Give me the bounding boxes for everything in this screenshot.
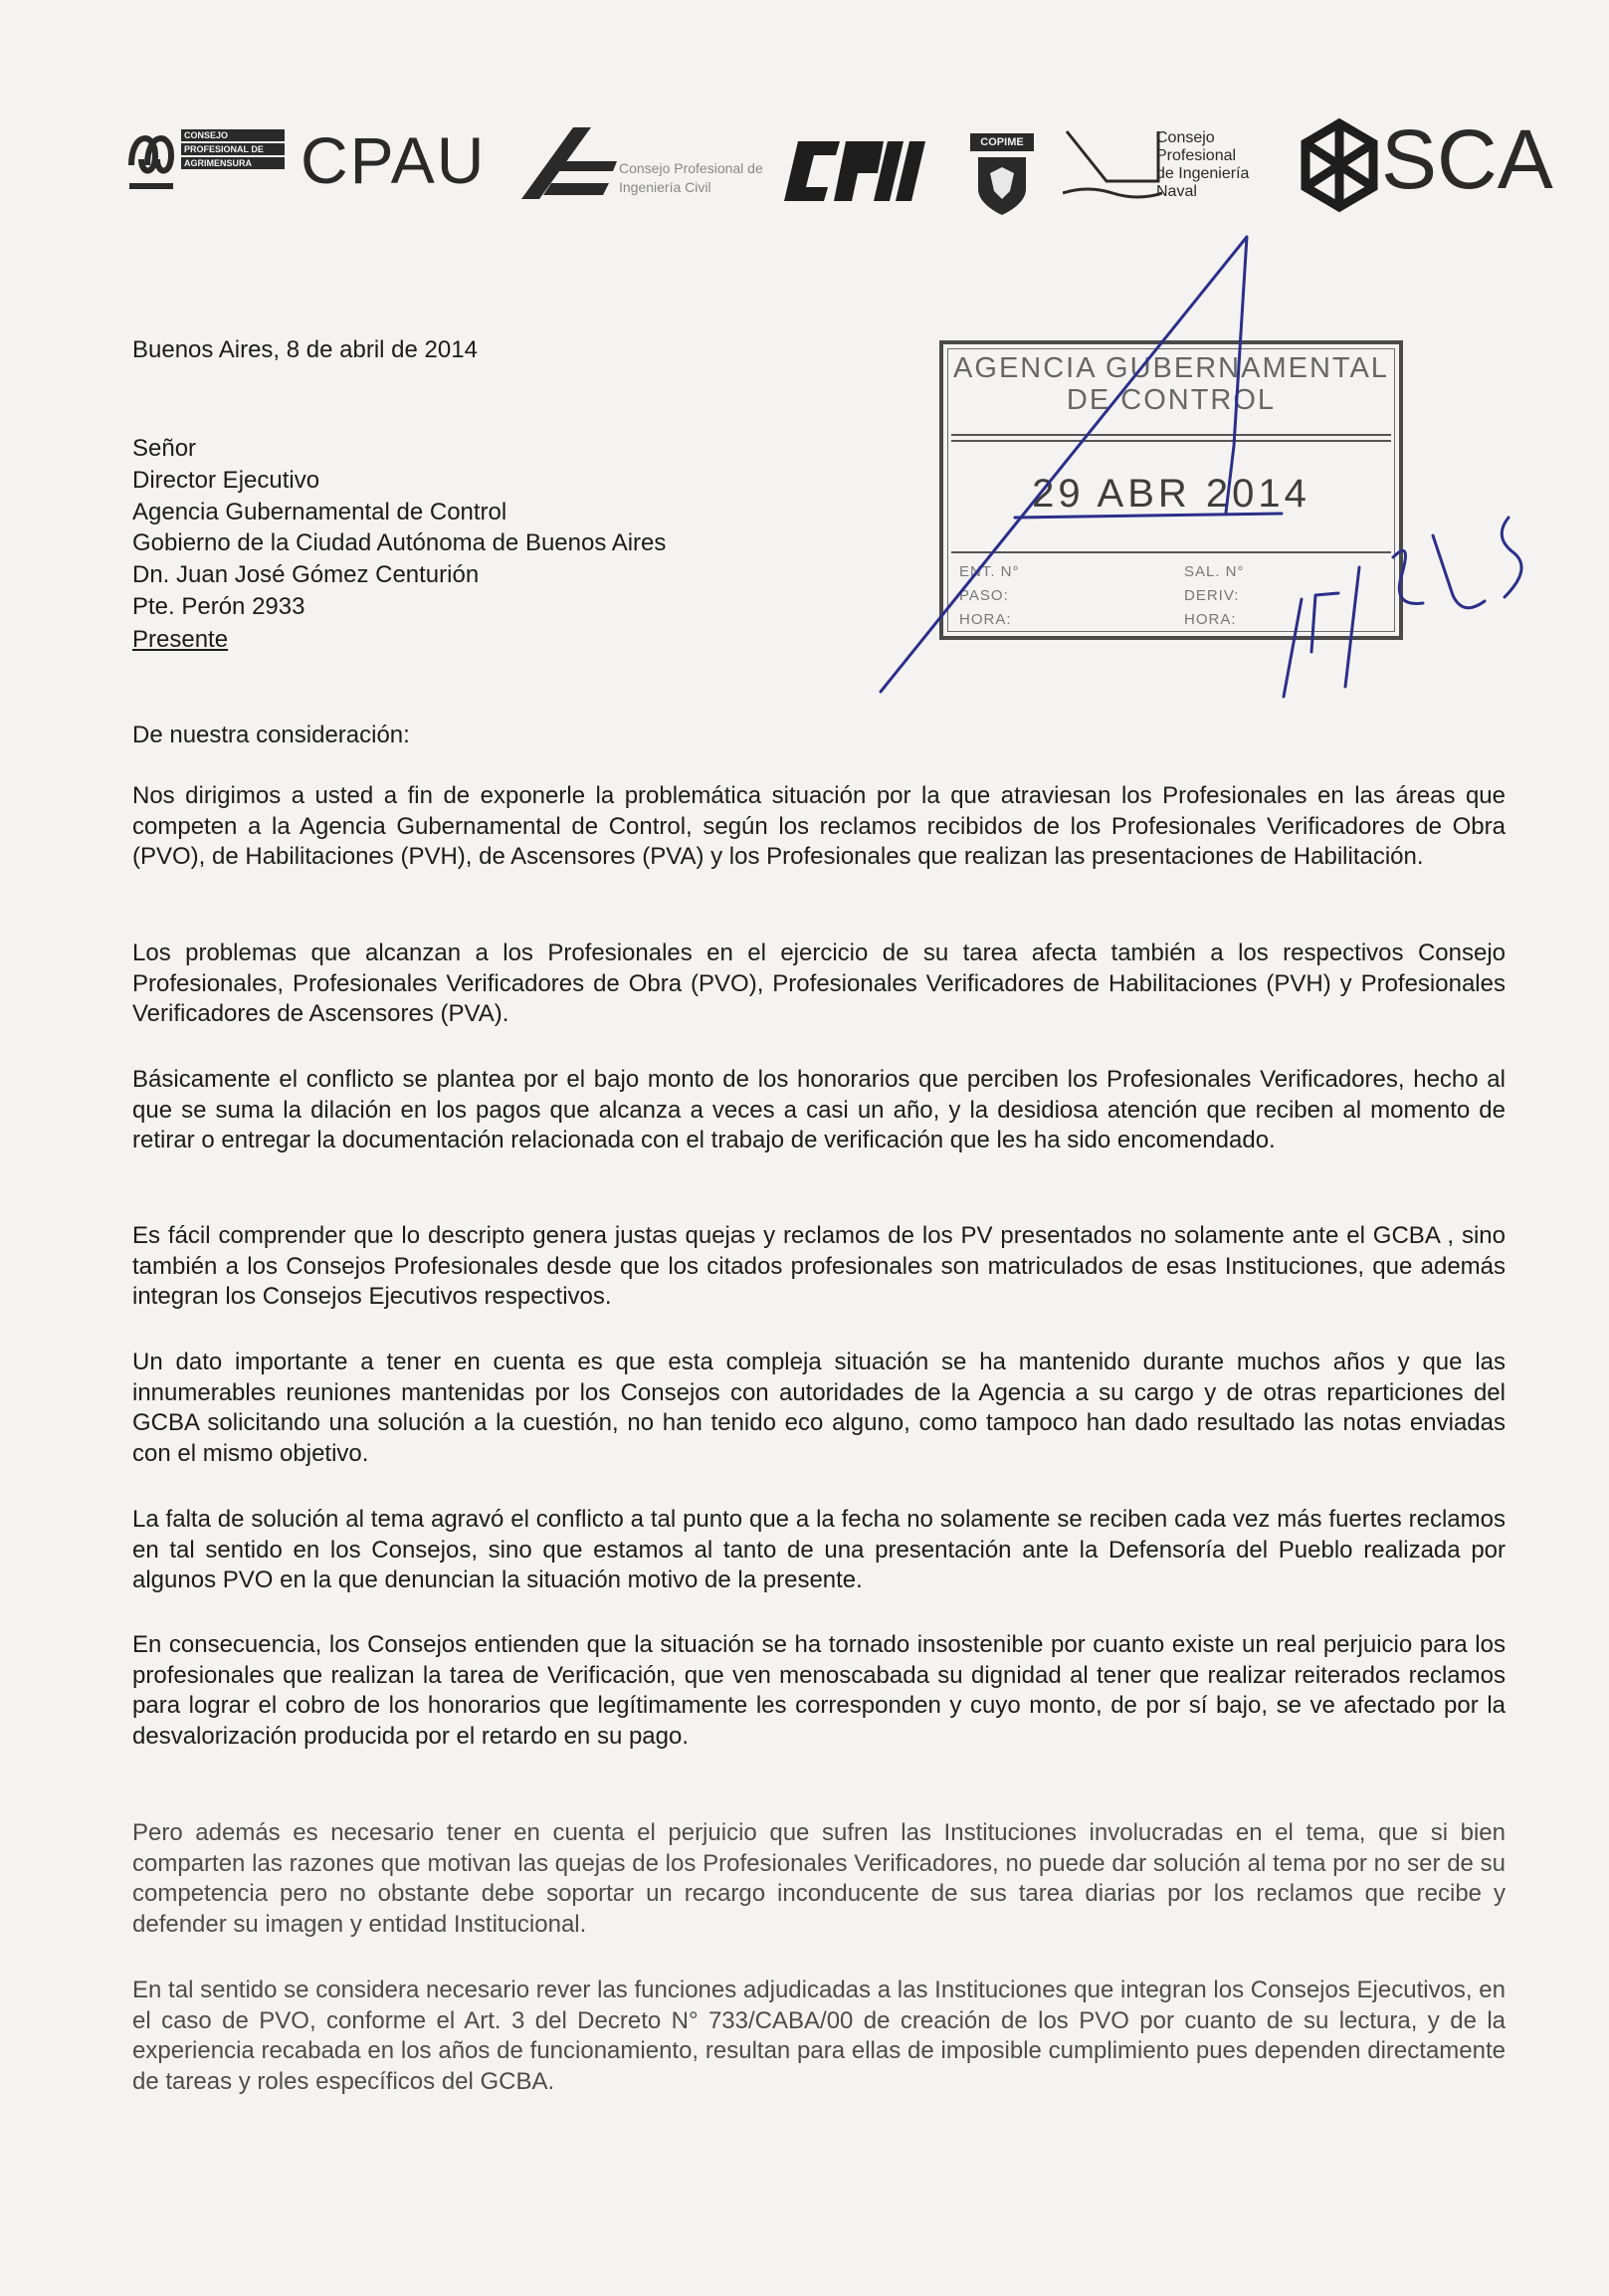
ink-large-stroke [881,237,1247,692]
naval-logo-line: Naval [1156,183,1197,200]
salutation: De nuestra consideración: [132,722,410,748]
recipient-line: Gobierno de la Ciudad Autónoma de Buenos Aires [132,529,667,556]
recipient-line: Señor [132,435,197,462]
presente-label: Presente [132,626,229,653]
paragraph: En consecuencia, los Consejos entienden que la situación se ha tornado insostenible por cuanto existe un real perjuicio para los profesionales que realizan la tarea de Verificación, que ven menoscabada su dignidad al tener que realizar reiterados reclamos para lograr el cobro de los honorarios que legítimamente les corresponden y cuyo monto, de por sí bajo, se ve afectado por la desvalorización producida por el retardo en su pago. [132,1631,1506,1750]
stamp-title-line: DE CONTROL [1066,384,1277,416]
paragraph: Básicamente el conflicto se plantea por el bajo monto de los honorarios que perciben los Profesionales Verificadores, hecho al que se suma la dilación en los pagos que alcanza a veces a casi un año, y la desidiosa atención que reciben al momento de retirar o entregar la documentación relacionada con el trabajo de verificación que les ha sido encomendado. [132,1066,1506,1153]
recipient-line: Dn. Juan José Gómez Centurión [132,561,480,588]
stamp-field: ENT. N° [959,563,1020,580]
ink-crossbar [1015,514,1282,518]
stamp-field: SAL. N° [1184,563,1245,580]
paragraph: La falta de solución al tema agravó el conflicto a tal punto que a la fecha no solamente se reciben cada vez más fuertes reclamos en tal sentido en los Consejos, sino que estamos al tanto de una presentación ante la Defensoría del Pueblo realizada por algunos PVO en la que denuncian la situación motivo de la presente. [132,1506,1506,1593]
paragraph: Pero además es necesario tener en cuenta el perjuicio que sufren las Instituciones involucradas en el tema, que si bien comparten las razones que motivan las quejas de los Profesionales Verificadores, no puede dar solución al tema por no ser de su competencia pero no obstante debe soportar un recargo inconducente de sus tarea diarias por los reclamos que recibe y defender su imagen y entidad Institucional. [132,1819,1506,1938]
stamp-field: PASO: [959,587,1009,604]
recipient-line: Agencia Gubernamental de Control [132,499,507,525]
agrimensura-logo-line: CONSEJO [181,129,285,141]
naval-logo-line: Profesional [1156,147,1237,164]
agrimensura-logo-line: PROFESIONAL DE [181,143,285,155]
ingenieria-civil-logo-text: Consejo Profesional de Ingeniería Civil [619,160,763,195]
stamp-title-line: AGENCIA GUBERNAMENTAL [953,352,1389,384]
naval-logo-line: de Ingeniería [1156,165,1250,182]
copime-caption: COPIME [970,133,1034,151]
recipient-line: Director Ejecutivo [132,467,320,494]
handwritten-time: 12.30 hs [1383,579,1427,590]
cpau-logo: CPAU [301,123,487,197]
agrimensura-logo-line: AGRIMENSURA [181,157,285,169]
paragraph: Los problemas que alcanzan a los Profesionales en el ejercicio de su tarea afecta también a los respectivos Consejo Profesionales, Profesionales Verificadores de Obra (PVO), Profesionales Verificadores de Habilitaciones (PVH) y Profesionales Verificadores de Ascensores (PVA). [132,939,1506,1027]
paragraph: Es fácil comprender que lo descripto genera justas quejas y reclamos de los PV presentados no solamente ante el GCBA , sino también a los Consejos Profesionales desde que los citados profesionales son matriculados de esas Instituciones, que además integran los Consejos Ejecutivos respectivos. [132,1222,1506,1310]
stamp-date: 29 ABR 2014 [1032,472,1310,516]
place-date: Buenos Aires, 8 de abril de 2014 [132,336,478,363]
ink-hs-signature [1284,518,1521,697]
paragraph: Un dato importante a tener en cuenta es que esta compleja situación se ha mantenido durante muchos años y que las innumerables reuniones mantenidas por los Consejos con autoridades de la Agencia a su cargo y de otras reparticiones del GCBA solicitando una solución a la cuestión, no han tenido eco alguno, como tampoco han dado resultado las notas enviadas con el mismo objetivo. [132,1349,1506,1467]
recipient-line: Pte. Perón 2933 [132,593,305,620]
naval-logo-line: Consejo [1156,129,1215,146]
paragraph: En tal sentido se considera necesario rever las funciones adjudicadas a las Instituciones que integran los Consejos Ejecutivos, en el caso de PVO, conforme el Art. 3 del Decreto N° 733/CABA/00 de creación de los PVO por cuanto de su lectura, y de la experiencia recabada en los años de funcionamiento, resultan para ellas de imposible cumplimiento pues dependen directamente de tareas y roles específicos del GCBA. [132,1977,1506,2095]
paragraph: Nos dirigimos a usted a fin de exponerle la problemática situación por la que atraviesan los Profesionales en las áreas que competen a la Agencia Gubernamental de Control, según los reclamos recibidos de los Profesionales Verificadores de Obra (PVO), de Habilitaciones (PVH), de Ascensores (PVA) y los Profesionales que realizan las presentaciones de Habilitación. [132,782,1506,870]
stamp-field: DERIV: [1184,587,1240,604]
sca-logo-text: SCA [1381,112,1553,206]
stamp-field: HORA: [1184,611,1237,628]
stamp-field: HORA: [959,611,1012,628]
